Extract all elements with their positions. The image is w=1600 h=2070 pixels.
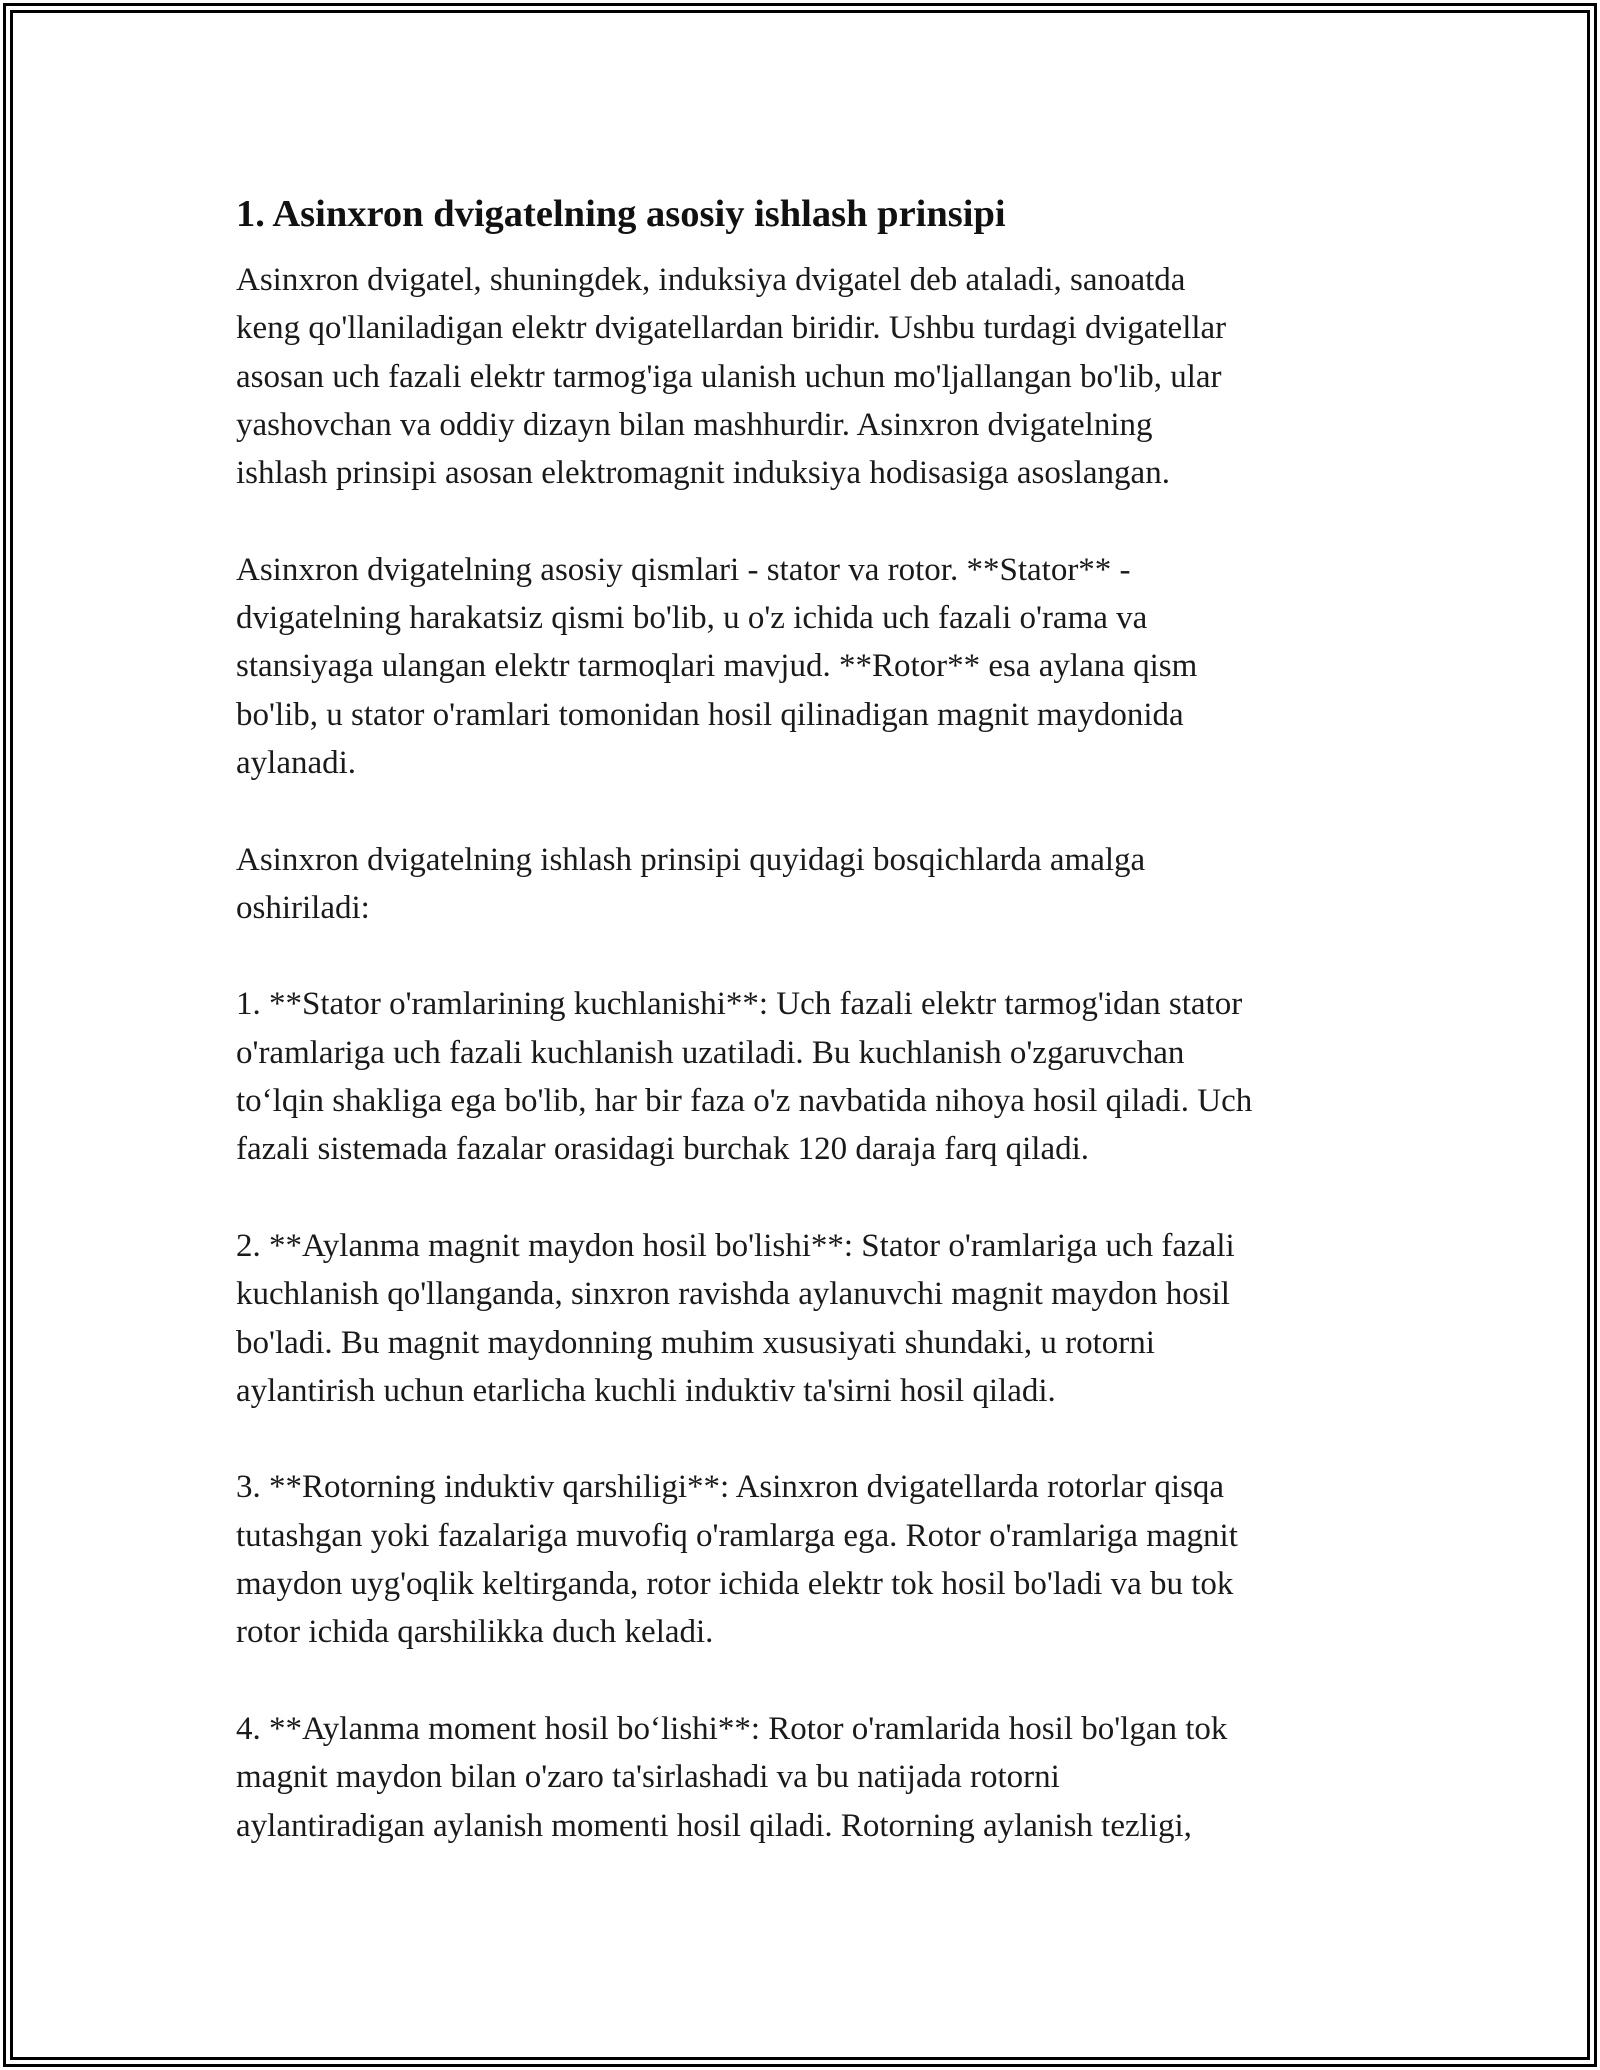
text-line: yashovchan va oddiy dizayn bilan mashhurdir. Asinxron dvigatelning	[236, 406, 1153, 443]
text-line: Asinxron dvigatelning ishlash prinsipi quyidagi bosqichlarda amalga	[236, 841, 1146, 878]
text-line: bo'lib, u stator o'ramlari tomonidan hosil qilinadigan magnit maydonida	[236, 696, 1184, 733]
paragraph-steps-intro	[236, 836, 1376, 933]
paragraph-step-1	[236, 980, 1376, 1173]
text-line: asosan uch fazali elektr tarmog'iga ulanish uchun mo'ljallangan bo'lib, ular	[236, 358, 1222, 395]
text-line: dvigatelning harakatsiz qismi bo'lib, u o'z ichida uch fazali o'rama va	[236, 600, 1148, 637]
text-line: 3. **Rotorning induktiv qarshiligi**: Asinxron dvigatellarda rotorlar qisqa	[236, 1469, 1225, 1506]
text-line: o'ramlariga uch fazali kuchlanish uzatiladi. Bu kuchlanish o'zgaruvchan	[236, 1034, 1185, 1071]
text-line: aylanadi.	[236, 744, 357, 781]
text-line: maydon uyg'oqlik keltirganda, rotor ichida elektr tok hosil bo'ladi va bu tok	[236, 1566, 1234, 1603]
paragraph-parts	[236, 546, 1376, 787]
text-line: to‘lqin shakliga ega bo'lib, har bir faza o'z navbatida nihoya hosil qiladi. Uch	[236, 1083, 1253, 1120]
paragraph-step-3	[236, 1463, 1376, 1656]
text-line: bo'ladi. Bu magnit maydonning muhim xususiyati shundaki, u rotorni	[236, 1324, 1155, 1361]
text-line: Asinxron dvigatel, shuningdek, induksiya dvigatel deb ataladi, sanoatda	[236, 262, 1186, 298]
paragraph-step-4	[236, 1705, 1376, 1850]
text-line: aylantiradigan aylanish momenti hosil qiladi. Rotorning aylanish tezligi,	[236, 1807, 1192, 1844]
text-line: 2. **Aylanma magnit maydon hosil bo'lishi**: Stator o'ramlariga uch fazali	[236, 1227, 1235, 1264]
paragraph-intro	[236, 256, 1376, 497]
text-line: 1. **Stator o'ramlarining kuchlanishi**: Uch fazali elektr tarmog'idan stator	[236, 986, 1243, 1023]
text-line: oshiriladi:	[236, 889, 370, 926]
text-line: 4. **Aylanma moment hosil bo‘lishi**: Rotor o'ramlarida hosil bo'lgan tok	[236, 1710, 1228, 1747]
text-line: stansiyaga ulangan elektr tarmoqlari mavjud. **Rotor** esa aylana qism	[236, 648, 1198, 685]
text-line: kuchlanish qo'llanganda, sinxron ravishda aylanuvchi magnit maydon hosil	[236, 1276, 1230, 1313]
text-line: keng qo'llaniladigan elektr dvigatellardan biridir. Ushbu turdagi dvigatellar	[236, 310, 1227, 347]
text-line: fazali sistemada fazalar orasidagi burchak 120 daraja farq qiladi.	[236, 1131, 1090, 1168]
text-line: aylantirish uchun etarlicha kuchli induktiv ta'sirni hosil qiladi.	[236, 1372, 1056, 1409]
section-heading: 1. Asinxron dvigatelning asosiy ishlash prinsipi	[236, 193, 1006, 235]
paragraph-step-2	[236, 1222, 1376, 1415]
text-line: ishlash prinsipi asosan elektromagnit induksiya hodisasiga asoslangan.	[236, 455, 1170, 492]
text-line: magnit maydon bilan o'zaro ta'sirlashadi va bu natijada rotorni	[236, 1759, 1060, 1796]
text-line: tutashgan yoki fazalariga muvofiq o'ramlarga ega. Rotor o'ramlariga magnit	[236, 1517, 1238, 1554]
document-body	[236, 186, 1376, 1898]
text-line: Asinxron dvigatelning asosiy qismlari - stator va rotor. **Stator** -	[236, 551, 1131, 588]
text-line: rotor ichida qarshilikka duch keladi.	[236, 1614, 714, 1651]
